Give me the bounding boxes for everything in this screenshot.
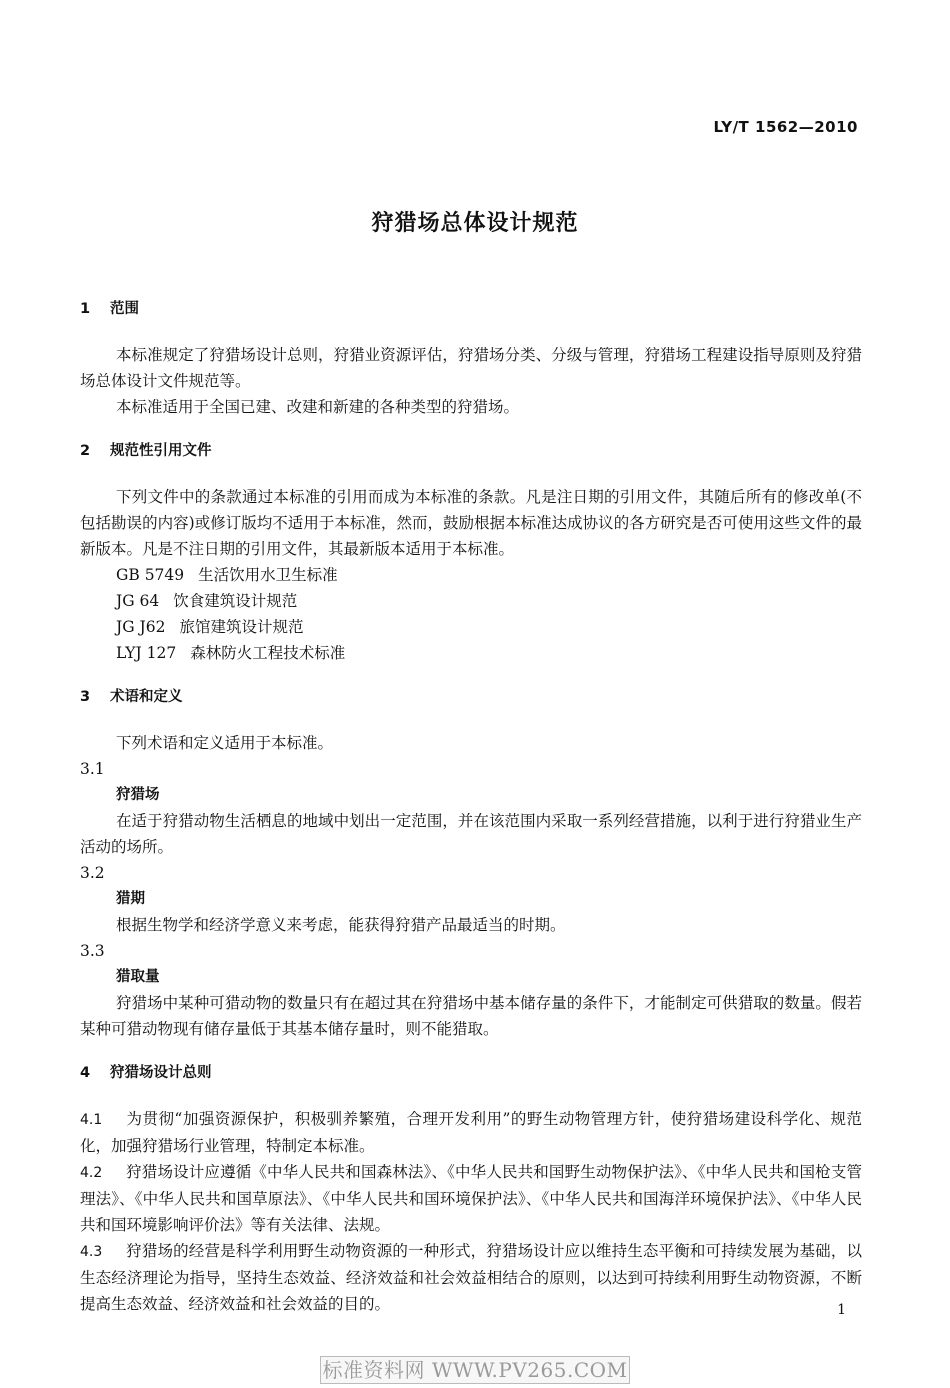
paragraph: 本标准适用于全国已建、改建和新建的各种类型的狩猎场。: [116, 398, 520, 416]
section-number: 3: [80, 689, 91, 705]
clause: [80, 1238, 862, 1317]
section-title: 狩猎场设计总则: [110, 1065, 212, 1081]
clause: [80, 1106, 862, 1159]
clause-text: 狩猎场的经营是科学利用野生动物资源的一种形式，狩猎场设计应以维持生态平衡和可持续发展为基础，以生态经济理论为指导，坚持生态效益、经济效益和社会效益相结合的原则，以达到可持续利用野生动物资源，不断提高生态效益、经济效益和社会效益的目的。: [80, 1242, 862, 1313]
section-title: 范围: [110, 301, 139, 317]
section-number: 2: [80, 443, 91, 459]
term-number: 3.3: [80, 942, 105, 960]
paragraph: 下列文件中的条款通过本标准的引用而成为本标准的条款。凡是注日期的引用文件，其随后所有的修改单(不包括勘误的内容)或修订版均不适用于本标准，然而，鼓励根据本标准达成协议的各方研究是否可使用这些文件的最新版本。凡是不注日期的引用文件，其最新版本适用于本标准。: [80, 488, 862, 558]
term-name: 猎期: [116, 891, 145, 907]
clause: [80, 1159, 862, 1238]
watermark-banner: 标准资料网 WWW.PV265.COM: [320, 1356, 630, 1384]
clause-number: 4.3: [80, 1244, 103, 1260]
clause-text: 为贯彻“加强资源保护，积极驯养繁殖，合理开发利用”的野生动物管理方针，使狩猎场建设科学化、规范化，加强狩猎场行业管理，特制定本标准。: [80, 1110, 862, 1155]
paragraph: 本标准规定了狩猎场设计总则，狩猎业资源评估，狩猎场分类、分级与管理，狩猎场工程建设指导原则及狩猎场总体设计文件规范等。: [80, 346, 862, 390]
document-body: [80, 296, 862, 1317]
reference-name: 旅馆建筑设计规范: [179, 618, 304, 636]
reference-name: 饮食建筑设计规范: [173, 592, 298, 610]
term-number: 3.1: [80, 760, 105, 778]
reference-code: JG 64: [116, 592, 160, 610]
section-title: 术语和定义: [110, 689, 183, 705]
term-name: 狩猎场: [116, 787, 160, 803]
reference-item: [80, 614, 862, 640]
reference-name: 生活饮用水卫生标准: [198, 566, 338, 584]
section-heading-1: [80, 296, 862, 322]
term-name: 猎取量: [116, 969, 160, 985]
section-number: 1: [80, 301, 91, 317]
term-number: 3.2: [80, 864, 105, 882]
reference-item: [80, 588, 862, 614]
section-number: 4: [80, 1065, 91, 1081]
document-title: 狩猎场总体设计规范: [371, 211, 579, 236]
clause-text: 狩猎场设计应遵循《中华人民共和国森林法》、《中华人民共和国野生动物保护法》、《中华人民共和国枪支管理法》、《中华人民共和国草原法》、《中华人民共和国环境保护法》、《中华人民共和国海洋环境保护法》、《中华人民共和国环境影响评价法》等有关法律、法规。: [80, 1163, 862, 1234]
standard-code: LY/T 1562—2010: [713, 118, 858, 136]
paragraph: 下列术语和定义适用于本标准。: [116, 734, 334, 752]
term-definition: 狩猎场中某种可猎动物的数量只有在超过其在狩猎场中基本储存量的条件下，才能制定可供猎取的数量。假若某种可猎动物现有储存量低于其基本储存量时，则不能猎取。: [80, 994, 862, 1038]
term-definition: 根据生物学和经济学意义来考虑，能获得狩猎产品最适当的时期。: [116, 916, 566, 934]
section-heading-3: [80, 684, 862, 710]
section-heading-2: [80, 438, 862, 464]
term-definition: 在适于狩猎动物生活栖息的地域中划出一定范围，并在该范围内采取一系列经营措施，以利于进行狩猎业生产活动的场所。: [80, 812, 862, 856]
clause-number: 4.2: [80, 1165, 103, 1181]
reference-item: [80, 562, 862, 588]
reference-code: JG J62: [116, 618, 166, 636]
reference-item: [80, 640, 862, 666]
section-heading-4: [80, 1060, 862, 1086]
clause-number: 4.1: [80, 1112, 103, 1128]
reference-code: LYJ 127: [116, 644, 177, 662]
page-number: 1: [837, 1302, 846, 1318]
reference-code: GB 5749: [116, 566, 185, 584]
section-title: 规范性引用文件: [110, 443, 212, 459]
reference-name: 森林防火工程技术标准: [190, 644, 346, 662]
